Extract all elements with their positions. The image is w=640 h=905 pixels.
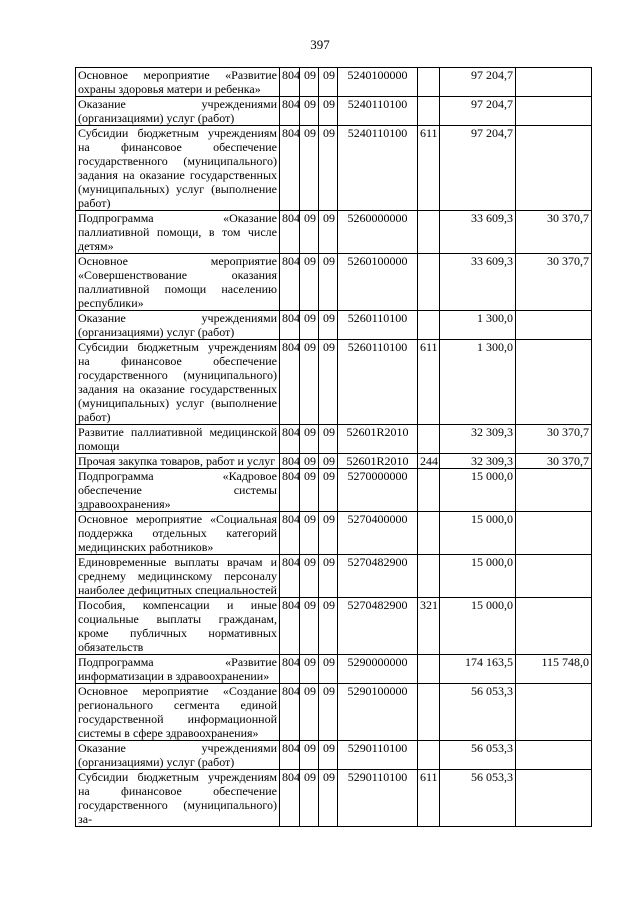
amount-total-cell: 33 609,3 bbox=[440, 254, 516, 311]
expense-type-cell bbox=[418, 254, 440, 311]
subsection-code-cell: 09 bbox=[319, 655, 338, 684]
target-article-cell: 5260110100 bbox=[338, 340, 418, 425]
subsection-code-cell: 09 bbox=[319, 454, 338, 469]
expense-type-cell bbox=[418, 211, 440, 254]
amount-federal-cell bbox=[516, 684, 592, 741]
target-article-cell: 5290000000 bbox=[338, 655, 418, 684]
amount-federal-cell bbox=[516, 97, 592, 126]
ministry-code-cell: 804 bbox=[280, 68, 300, 97]
amount-total-cell: 15 000,0 bbox=[440, 512, 516, 555]
amount-total-cell: 56 053,3 bbox=[440, 770, 516, 827]
amount-total-cell: 32 309,3 bbox=[440, 454, 516, 469]
target-article-cell: 5270482900 bbox=[338, 598, 418, 655]
subsection-code-cell: 09 bbox=[319, 555, 338, 598]
section-code-cell: 09 bbox=[300, 454, 319, 469]
section-code-cell: 09 bbox=[300, 254, 319, 311]
row-name-cell: Основное мероприятие «Создание регионального сегмента единой государственной информационной системы в сфере здравоохранения» bbox=[76, 684, 280, 741]
target-article-cell: 52601R2010 bbox=[338, 425, 418, 454]
amount-federal-cell bbox=[516, 512, 592, 555]
amount-total-cell: 97 204,7 bbox=[440, 68, 516, 97]
table-row bbox=[76, 211, 592, 254]
table-row bbox=[76, 598, 592, 655]
target-article-cell: 5290100000 bbox=[338, 684, 418, 741]
subsection-code-cell: 09 bbox=[319, 469, 338, 512]
expense-type-cell bbox=[418, 68, 440, 97]
expense-type-cell: 321 bbox=[418, 598, 440, 655]
row-name-cell: Прочая закупка товаров, работ и услуг bbox=[76, 454, 280, 469]
table-row bbox=[76, 469, 592, 512]
amount-federal-cell bbox=[516, 126, 592, 211]
amount-total-cell: 56 053,3 bbox=[440, 684, 516, 741]
target-article-cell: 5240110100 bbox=[338, 97, 418, 126]
ministry-code-cell: 804 bbox=[280, 741, 300, 770]
subsection-code-cell: 09 bbox=[319, 254, 338, 311]
subsection-code-cell: 09 bbox=[319, 512, 338, 555]
subsection-code-cell: 09 bbox=[319, 126, 338, 211]
row-name-cell: Субсидии бюджетным учреждениям на финансовое обеспечение государственного (муниципального) задания на оказание государственных (муниципальных) услуг (выполнение работ) bbox=[76, 126, 280, 211]
subsection-code-cell: 09 bbox=[319, 211, 338, 254]
subsection-code-cell: 09 bbox=[319, 598, 338, 655]
amount-federal-cell bbox=[516, 311, 592, 340]
table-row bbox=[76, 512, 592, 555]
amount-total-cell: 174 163,5 bbox=[440, 655, 516, 684]
amount-total-cell: 97 204,7 bbox=[440, 97, 516, 126]
row-name-cell: Подпрограмма «Кадровое обеспечение системы здравоохранения» bbox=[76, 469, 280, 512]
row-name-cell: Оказание учреждениями (организациями) услуг (работ) bbox=[76, 741, 280, 770]
ministry-code-cell: 804 bbox=[280, 770, 300, 827]
amount-total-cell: 56 053,3 bbox=[440, 741, 516, 770]
subsection-code-cell: 09 bbox=[319, 684, 338, 741]
row-name-cell: Подпрограмма «Развитие информатизации в здравоохранении» bbox=[76, 655, 280, 684]
expense-type-cell bbox=[418, 311, 440, 340]
table-row bbox=[76, 68, 592, 97]
target-article-cell: 5290110100 bbox=[338, 770, 418, 827]
expense-type-cell: 611 bbox=[418, 770, 440, 827]
amount-total-cell: 1 300,0 bbox=[440, 311, 516, 340]
target-article-cell: 5260000000 bbox=[338, 211, 418, 254]
target-article-cell: 52601R2010 bbox=[338, 454, 418, 469]
amount-total-cell: 15 000,0 bbox=[440, 598, 516, 655]
ministry-code-cell: 804 bbox=[280, 598, 300, 655]
expense-type-cell bbox=[418, 512, 440, 555]
ministry-code-cell: 804 bbox=[280, 454, 300, 469]
amount-total-cell: 33 609,3 bbox=[440, 211, 516, 254]
section-code-cell: 09 bbox=[300, 340, 319, 425]
section-code-cell: 09 bbox=[300, 555, 319, 598]
amount-total-cell: 15 000,0 bbox=[440, 555, 516, 598]
subsection-code-cell: 09 bbox=[319, 770, 338, 827]
row-name-cell: Развитие паллиативной медицинской помощи bbox=[76, 425, 280, 454]
section-code-cell: 09 bbox=[300, 684, 319, 741]
amount-federal-cell: 30 370,7 bbox=[516, 454, 592, 469]
row-name-cell: Оказание учреждениями (организациями) услуг (работ) bbox=[76, 97, 280, 126]
section-code-cell: 09 bbox=[300, 655, 319, 684]
table-row bbox=[76, 770, 592, 827]
table-row bbox=[76, 741, 592, 770]
target-article-cell: 5270400000 bbox=[338, 512, 418, 555]
amount-federal-cell: 115 748,0 bbox=[516, 655, 592, 684]
row-name-cell: Основное мероприятие «Социальная поддержка отдельных категорий медицинских работников» bbox=[76, 512, 280, 555]
expense-type-cell: 611 bbox=[418, 340, 440, 425]
ministry-code-cell: 804 bbox=[280, 97, 300, 126]
expense-type-cell: 244 bbox=[418, 454, 440, 469]
amount-total-cell: 15 000,0 bbox=[440, 469, 516, 512]
amount-federal-cell: 30 370,7 bbox=[516, 254, 592, 311]
budget-table-body bbox=[76, 68, 592, 827]
amount-federal-cell: 30 370,7 bbox=[516, 425, 592, 454]
page-number: 397 bbox=[310, 37, 330, 52]
amount-federal-cell bbox=[516, 469, 592, 512]
subsection-code-cell: 09 bbox=[319, 425, 338, 454]
section-code-cell: 09 bbox=[300, 598, 319, 655]
target-article-cell: 5240100000 bbox=[338, 68, 418, 97]
table-row bbox=[76, 126, 592, 211]
table-row bbox=[76, 555, 592, 598]
subsection-code-cell: 09 bbox=[319, 311, 338, 340]
section-code-cell: 09 bbox=[300, 741, 319, 770]
ministry-code-cell: 804 bbox=[280, 211, 300, 254]
subsection-code-cell: 09 bbox=[319, 97, 338, 126]
amount-federal-cell bbox=[516, 340, 592, 425]
row-name-cell: Основное мероприятие «Развитие охраны здоровья матери и ребенка» bbox=[76, 68, 280, 97]
amount-federal-cell bbox=[516, 741, 592, 770]
ministry-code-cell: 804 bbox=[280, 512, 300, 555]
section-code-cell: 09 bbox=[300, 469, 319, 512]
target-article-cell: 5290110100 bbox=[338, 741, 418, 770]
table-row bbox=[76, 311, 592, 340]
amount-total-cell: 32 309,3 bbox=[440, 425, 516, 454]
amount-federal-cell bbox=[516, 598, 592, 655]
table-row bbox=[76, 425, 592, 454]
ministry-code-cell: 804 bbox=[280, 469, 300, 512]
section-code-cell: 09 bbox=[300, 512, 319, 555]
section-code-cell: 09 bbox=[300, 97, 319, 126]
section-code-cell: 09 bbox=[300, 211, 319, 254]
expense-type-cell bbox=[418, 97, 440, 126]
budget-table bbox=[75, 67, 592, 827]
ministry-code-cell: 804 bbox=[280, 311, 300, 340]
table-row bbox=[76, 454, 592, 469]
section-code-cell: 09 bbox=[300, 311, 319, 340]
table-row bbox=[76, 684, 592, 741]
ministry-code-cell: 804 bbox=[280, 126, 300, 211]
table-row bbox=[76, 655, 592, 684]
row-name-cell: Пособия, компенсации и иные социальные выплаты гражданам, кроме публичных нормативных обязательств bbox=[76, 598, 280, 655]
expense-type-cell bbox=[418, 469, 440, 512]
expense-type-cell bbox=[418, 655, 440, 684]
target-article-cell: 5260110100 bbox=[338, 311, 418, 340]
table-row bbox=[76, 340, 592, 425]
row-name-cell: Единовременные выплаты врачам и среднему медицинскому персоналу наиболее дефицитных специальностей bbox=[76, 555, 280, 598]
ministry-code-cell: 804 bbox=[280, 254, 300, 311]
target-article-cell: 5270482900 bbox=[338, 555, 418, 598]
row-name-cell: Субсидии бюджетным учреждениям на финансовое обеспечение государственного (муниципального) за- bbox=[76, 770, 280, 827]
amount-total-cell: 97 204,7 bbox=[440, 126, 516, 211]
section-code-cell: 09 bbox=[300, 425, 319, 454]
target-article-cell: 5240110100 bbox=[338, 126, 418, 211]
section-code-cell: 09 bbox=[300, 68, 319, 97]
ministry-code-cell: 804 bbox=[280, 684, 300, 741]
ministry-code-cell: 804 bbox=[280, 340, 300, 425]
row-name-cell: Оказание учреждениями (организациями) услуг (работ) bbox=[76, 311, 280, 340]
subsection-code-cell: 09 bbox=[319, 741, 338, 770]
expense-type-cell bbox=[418, 684, 440, 741]
expense-type-cell bbox=[418, 741, 440, 770]
ministry-code-cell: 804 bbox=[280, 655, 300, 684]
section-code-cell: 09 bbox=[300, 770, 319, 827]
expense-type-cell bbox=[418, 555, 440, 598]
section-code-cell: 09 bbox=[300, 126, 319, 211]
amount-federal-cell bbox=[516, 555, 592, 598]
target-article-cell: 5270000000 bbox=[338, 469, 418, 512]
ministry-code-cell: 804 bbox=[280, 555, 300, 598]
row-name-cell: Субсидии бюджетным учреждениям на финансовое обеспечение государственного (муниципального) задания на оказание государственных (муниципальных) услуг (выполнение работ) bbox=[76, 340, 280, 425]
subsection-code-cell: 09 bbox=[319, 340, 338, 425]
target-article-cell: 5260100000 bbox=[338, 254, 418, 311]
row-name-cell: Основное мероприятие «Совершенствование оказания паллиативной помощи населению республики» bbox=[76, 254, 280, 311]
amount-federal-cell: 30 370,7 bbox=[516, 211, 592, 254]
expense-type-cell bbox=[418, 425, 440, 454]
ministry-code-cell: 804 bbox=[280, 425, 300, 454]
subsection-code-cell: 09 bbox=[319, 68, 338, 97]
expense-type-cell: 611 bbox=[418, 126, 440, 211]
amount-federal-cell bbox=[516, 68, 592, 97]
table-row bbox=[76, 254, 592, 311]
amount-federal-cell bbox=[516, 770, 592, 827]
table-row bbox=[76, 97, 592, 126]
amount-total-cell: 1 300,0 bbox=[440, 340, 516, 425]
row-name-cell: Подпрограмма «Оказание паллиативной помощи, в том числе детям» bbox=[76, 211, 280, 254]
